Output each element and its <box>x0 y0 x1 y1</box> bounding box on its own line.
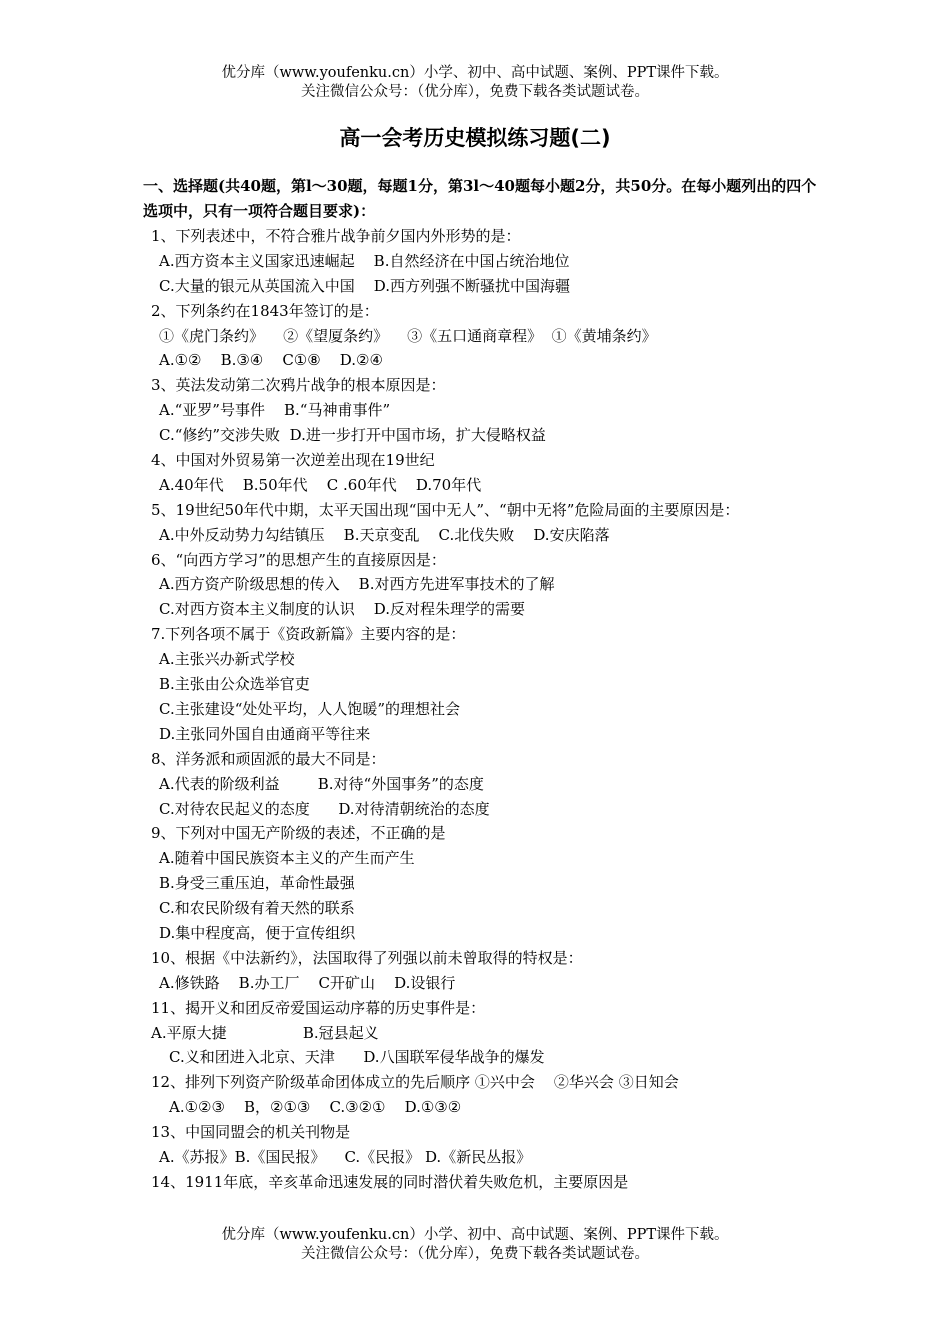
question-4: 4、中国对外贸易第一次逆差出现在19世纪 <box>151 451 435 470</box>
question-11: 11、揭开义和团反帝爱国运动序幕的历史事件是： <box>151 998 486 1017</box>
question-11-options-cd: C.义和团进入北京、天津 D.八国联军侵华战争的爆发 <box>169 1048 545 1067</box>
header-line-1: 优分库（www.youfenku.cn）小学、初中、高中试题、案例、PPT课件下载。 <box>221 65 729 81</box>
question-1: 1、下列表述中，不符合雅片战争前夕国内外形势的是： <box>151 227 521 245</box>
question-12-options: A.①②③ B，②①③ C.③②① D.①③② <box>169 1098 462 1117</box>
question-13-options: A.《苏报》B.《国民报》 C.《民报》 D.《新民丛报》 <box>159 1147 532 1166</box>
question-7-option-c: C.主张建设“处处平均，人人饱暖”的理想社会 <box>159 699 461 718</box>
footer-line-1: 优分库（www.youfenku.cn）小学、初中、高中试题、案例、PPT课件下载。 <box>221 1227 729 1243</box>
question-3-options-cd: C.“修约”交涉失败 D.进一步打开中国市场，扩大侵略权益 <box>159 426 546 445</box>
question-2: 2、下列条约在1843年签订的是： <box>151 301 379 320</box>
page-footer <box>0 1226 950 1264</box>
question-4-options: A.40年代 B.50年代 C .60年代 D.70年代 <box>159 475 482 494</box>
question-9-option-a: A.随着中国民族资本主义的产生而产生 <box>159 849 415 868</box>
question-6-options-cd: C.对西方资本主义制度的认识 D.反对程朱理学的需要 <box>159 600 526 619</box>
question-8-options-cd: C.对待农民起义的态度 D.对待清朝统治的态度 <box>159 799 490 818</box>
footer-line-2: 关注微信公众号：（优分库），免费下载各类试题试卷。 <box>301 1246 649 1262</box>
question-7-option-d: D.主张同外国自由通商平等往来 <box>159 724 371 743</box>
question-9-option-c: C.和农民阶级有着天然的联系 <box>159 899 355 918</box>
question-9-option-b: B.身受三重压迫，革命性最强 <box>159 874 355 893</box>
question-6-options-ab: A.西方资产阶级思想的传入 B.对西方先进军事技术的了解 <box>159 575 555 594</box>
question-10: 10、根据《中法新约》，法国取得了列强以前未曾取得的特权是： <box>151 948 583 967</box>
question-2-items: ①《虎门条约》 ②《望厦条约》 ③《五口通商章程》 ①《黄埔条约》 <box>159 326 657 345</box>
question-1-options-cd: C.大量的银元从英国流入中国 D.西方列强不断骚扰中国海疆 <box>159 276 571 295</box>
question-7-option-a: A.主张兴办新式学校 <box>159 650 295 669</box>
question-10-options: A.修铁路 B.办工厂 C开矿山 D.设银行 <box>159 973 456 992</box>
question-2-options: A.①② B.③④ C①⑧ D.②④ <box>159 351 383 370</box>
question-9-option-d: D.集中程度高，便于宣传组织 <box>159 923 356 942</box>
question-5: 5、19世纪50年代中期，太平天国出现“国中无人”、“朝中无将”危险局面的主要原因是： <box>151 500 740 519</box>
question-6: 6、“向西方学习”的思想产生的直接原因是： <box>151 550 446 569</box>
question-11-options-ab: A.平原大捷 B.冠县起义 <box>151 1023 379 1042</box>
question-7: 7.下列各项不属于《资政新篇》主要内容的是： <box>151 625 466 644</box>
question-1-options-ab: A.西方资本主义国家迅速崛起 B.自然经济在中国占统治地位 <box>159 251 570 270</box>
question-9: 9、下列对中国无产阶级的表述，不正确的是 <box>151 824 446 843</box>
question-14: 14、1911年底，辛亥革命迅速发展的同时潜伏着失败危机，主要原因是 <box>151 1172 629 1191</box>
question-8-options-ab: A.代表的阶级利益 B.对待“外国事务”的态度 <box>159 774 484 793</box>
question-body <box>143 174 823 1195</box>
question-13: 13、中国同盟会的机关刊物是 <box>151 1123 351 1142</box>
page-header <box>0 64 950 102</box>
question-5-options: A.中外反动势力勾结镇压 B.天京变乱 C.北伐失败 D.安庆陷落 <box>159 525 610 544</box>
question-3: 3、英法发动第二次鸦片战争的根本原因是： <box>151 376 446 395</box>
question-7-option-b: B.主张由公众选举官吏 <box>159 675 310 694</box>
header-line-2: 关注微信公众号：（优分库），免费下载各类试题试卷。 <box>301 84 649 100</box>
question-3-options-ab: A.“亚罗”号事件 B.“马神甫事件” <box>159 401 391 420</box>
question-12: 12、排列下列资产阶级革命团体成立的先后顺序 ①兴中会 ②华兴会 ③日知会 <box>151 1073 679 1092</box>
page-title: 高一会考历史模拟练习题(二) <box>339 126 611 150</box>
question-8: 8、洋务派和顽固派的最大不同是： <box>151 749 386 768</box>
section-instruction: 一、选择题(共40题，第l～30题，每题1分，第3l～40题每小题2分，共50分。在每小题列出的四个选项中，只有一项符合题目要求)： <box>143 177 817 220</box>
